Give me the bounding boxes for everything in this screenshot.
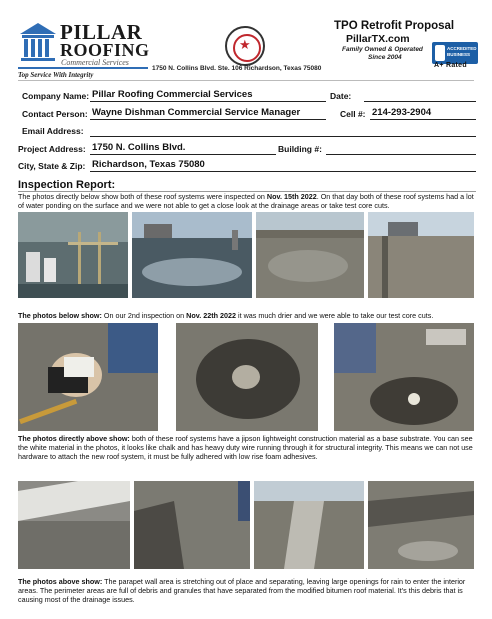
header-divider	[18, 80, 474, 81]
p1-text-b: . On that day both of these roof systems had a lot of water ponding on the surface and we were not able to get a close look at the drainage areas or take test core cuts.	[18, 192, 474, 210]
city-value: Richardson, Texas 75080	[92, 159, 205, 170]
brand-underline	[18, 67, 148, 69]
photo-ponding-4	[368, 212, 474, 298]
p2-text-a: On our 2nd inspection on	[101, 311, 187, 320]
photo-ponding-2	[132, 212, 252, 298]
paragraph-first-inspection	[18, 192, 480, 210]
project-label: Project Address:	[18, 144, 86, 154]
company-address: 1750 N. Collins Blvd. Ste. 106 Richardson, Texas 75080	[152, 65, 322, 72]
photo-ponding-1	[18, 212, 128, 298]
city-line	[90, 171, 476, 172]
document-title: TPO Retrofit Proposal	[334, 20, 455, 32]
bbb-rating: A+ Rated	[434, 62, 467, 69]
photo-core-cut-1	[18, 323, 158, 431]
p3-lead: The photos directly above show:	[18, 434, 130, 443]
bbb-text: ACCREDITED BUSINESS	[447, 46, 477, 57]
p2-text-b: it was much drier and we were able to take our test core cuts.	[235, 311, 434, 320]
company-label: Company Name:	[22, 91, 90, 101]
contact-label: Contact Person:	[22, 109, 88, 119]
owned-note: Family Owned & Operated	[342, 46, 423, 53]
cell-line	[370, 119, 476, 120]
p2-lead: The photos below show:	[18, 311, 102, 320]
photo-core-cut-3	[334, 323, 474, 431]
paragraph-parapet	[18, 577, 480, 604]
p3-text: both of these roof systems have a jipson lightweight construction material as a base substrate. You can see the white material in the photos, it looks like chalk and has heavy duty wire running through it for structural integrity. This means we can not use hardware to attach the new roof system, it must be fully adhered with low rise foam adhesives.	[18, 434, 473, 461]
p2-date: Nov. 22th 2022	[186, 311, 236, 320]
email-line	[90, 136, 476, 137]
company-logo	[18, 20, 58, 62]
photo-ponding-3	[256, 212, 364, 298]
texas-seal-icon: ★	[225, 26, 265, 66]
date-label: Date:	[330, 91, 352, 101]
p1-date: Nov. 15th 2022	[266, 192, 317, 201]
photo-core-cut-2	[176, 323, 318, 431]
company-value: Pillar Roofing Commercial Services	[92, 89, 253, 100]
photo-parapet-3	[254, 481, 364, 569]
cell-label: Cell #:	[340, 109, 366, 119]
website-link[interactable]: PillarTX.com	[346, 33, 410, 45]
company-line	[90, 101, 326, 102]
brand-name-line2: ROOFING	[60, 40, 150, 60]
since-note: Since 2004	[368, 54, 402, 61]
bbb-icon	[435, 45, 445, 61]
p4-lead: The photos above show:	[18, 577, 103, 586]
project-line	[90, 154, 276, 155]
paragraph-substrate	[18, 434, 480, 461]
contact-value: Wayne Dishman Commercial Service Manager	[92, 107, 301, 118]
cell-value: 214-293-2904	[372, 107, 432, 118]
brand-subtitle: Commercial Services	[61, 58, 129, 67]
photo-parapet-4	[368, 481, 474, 569]
paragraph-second-inspection	[18, 311, 480, 320]
contact-line	[90, 119, 326, 120]
project-value: 1750 N. Collins Blvd.	[92, 142, 186, 153]
bbb-badge	[432, 42, 478, 64]
inspection-report-title: Inspection Report:	[18, 179, 116, 191]
photo-parapet-2	[134, 481, 250, 569]
brand-name-line1: PILLAR	[60, 20, 143, 44]
building-line	[326, 154, 476, 155]
city-label: City, State & Zip:	[18, 161, 86, 171]
date-line	[364, 101, 476, 102]
p1-text-a: The photos directly below show both of these roof systems were inspected on	[18, 192, 267, 201]
email-label: Email Address:	[22, 126, 84, 136]
photo-parapet-1	[18, 481, 130, 569]
tagline: Top Service With Integrity	[18, 71, 94, 79]
building-label: Building #:	[278, 144, 322, 154]
p4-text: The parapet wall area is stretching out of place and separating, leaving large openings for rain to enter the interior areas. The perimeter areas are full of debris and granules that have separated from the modified bitumen roof material. It's this debris that is causing most of the drainage issues.	[18, 577, 466, 604]
